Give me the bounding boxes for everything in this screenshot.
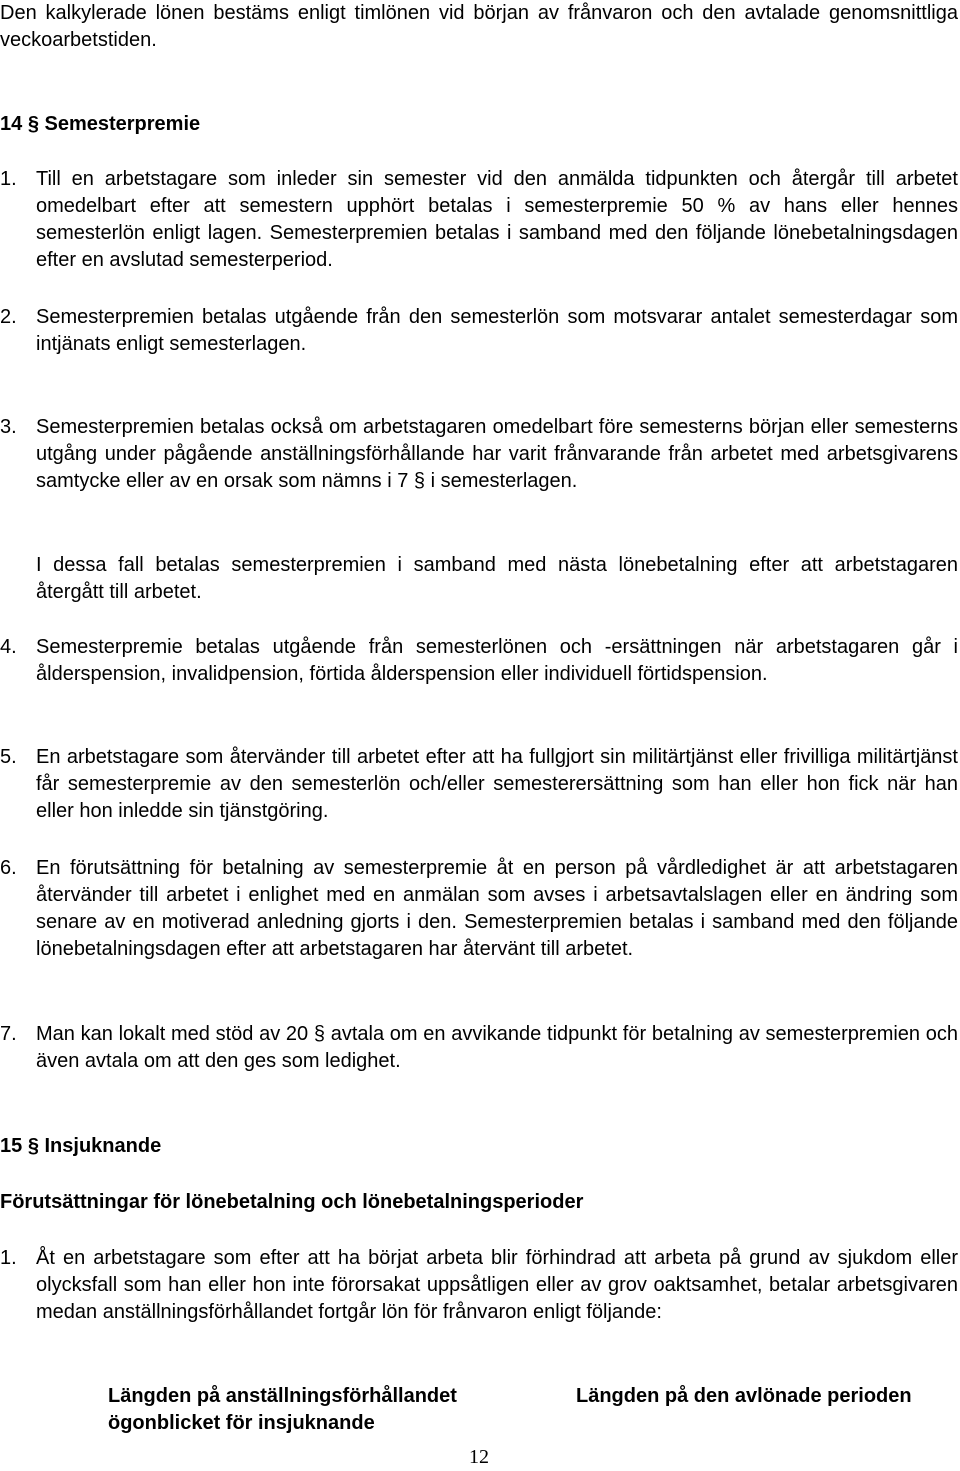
item-number: 3. xyxy=(0,416,17,438)
table-header-paid-period: Längden på den avlönade perioden xyxy=(576,1385,912,1407)
item-text: Till en arbetstagare som inleder sin semester vid den anmälda tidpunkten och återgår till arbetet omedelbart efter att semestern upphört betalas i semesterpremie 50 % av hans eller hennes semesterlön enligt lagen. Semesterpremien betalas i samband med den följande lönebetalningsdagen efter en avslutad semesterperiod. xyxy=(36,168,958,271)
item-text: En arbetstagare som återvänder till arbetet efter att ha fullgjort sin militärtjänst eller frivilliga militärtjänst får semesterpremie av den semesterlön och/eller semesterersättning som han eller hon fick när han eller hon inledde sin tjänstgöring. xyxy=(36,746,958,822)
section-heading-15 xyxy=(0,1133,958,1160)
page-number: 12 xyxy=(469,1446,489,1468)
section-number: 14 xyxy=(0,113,23,135)
item-text: Man kan lokalt med stöd av 20 § avtala om en avvikande tidpunkt för betalning av semesterpremien och även avtala om att den ges som ledighet. xyxy=(36,1023,958,1072)
item-text: I dessa fall betalas semesterpremien i samband med nästa lönebetalning efter att arbetstagaren återgått till arbetet. xyxy=(36,554,958,603)
section-number: 15 xyxy=(0,1135,23,1157)
item-text: Semesterpremien betalas utgående från den semesterlön som motsvarar antalet semesterdagar som intjänats enligt semesterlagen. xyxy=(36,306,958,355)
section-title: Insjuknande xyxy=(44,1135,162,1157)
section-heading-14 xyxy=(0,111,958,138)
subheading: Förutsättningar för lönebetalning och lönebetalningsperioder xyxy=(0,1191,584,1213)
item-number: 4. xyxy=(0,636,17,658)
item-number: 7. xyxy=(0,1023,17,1045)
section-title: Semesterpremie xyxy=(44,113,201,135)
item-text: Semesterpremie betalas utgående från semesterlönen och -ersättningen när arbetstagaren går i ålderspension, invalidpension, förtida ålderspension eller individuell förtidspension. xyxy=(36,636,958,685)
section-symbol: § xyxy=(27,1135,39,1157)
item-text: Åt en arbetstagare som efter att ha börjat arbeta blir förhindrad att arbeta på grund av sjukdom eller olycksfall som han eller hon inte förorsakat uppsåtligen eller av grov oaktsamhet, betalar arbetsgivaren medan anställningsförhållandet fortgår lön för frånvaron enligt följande: xyxy=(36,1247,958,1323)
item-number: 6. xyxy=(0,857,17,879)
item-text: En förutsättning för betalning av semesterpremie åt en person på vårdledighet är att arbetstagaren återvänder till arbetet i enlighet med en anmälan som avses i arbetsavtalslagen eller en ändring som senare av en motiverad anledning gjorts i den. Semesterpremien betalas i samband med den följande lönebetalningsdagen efter att arbetstagaren har återvänt till arbetet. xyxy=(36,857,958,960)
item-text: Semesterpremien betalas också om arbetstagaren omedelbart före semesterns början eller semesterns utgång under pågående anställningsförhållande har varit frånvarande från arbetet med arbetsgivarens samtycke eller av en orsak som nämns i 7 § i semesterlagen. xyxy=(36,416,958,492)
item-number: 1. xyxy=(0,168,17,190)
item-number: 2. xyxy=(0,306,17,328)
intro-paragraph: Den kalkylerade lönen bestäms enligt timlönen vid början av frånvaron och den avtalade genomsnittliga veckoarbetstiden. xyxy=(0,2,958,51)
item-number: 1. xyxy=(0,1247,17,1269)
section-symbol: § xyxy=(27,113,39,135)
item-number: 5. xyxy=(0,746,17,768)
table-header-employment-length: Längden på anställningsförhållandet ögonblicket för insjuknande xyxy=(108,1385,457,1434)
